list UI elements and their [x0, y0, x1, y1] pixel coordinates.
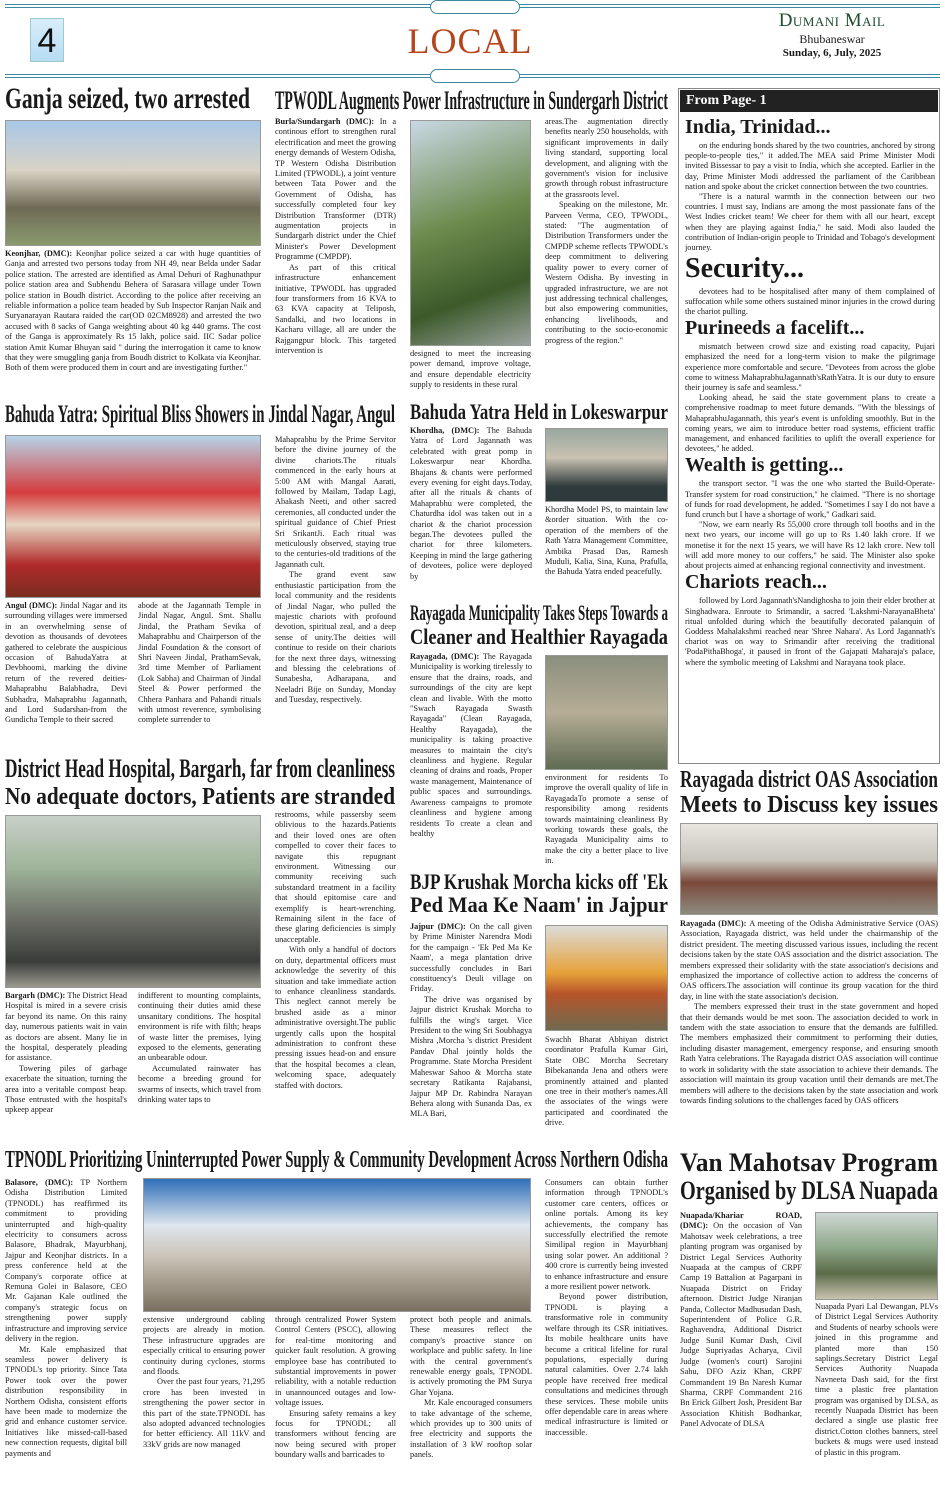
paragraph: protect both people and animals. These measures reflect the company's proactive stance on workplace and public safety. In line with the central government's renewable energy goals, TPNODL is actively promoting the PM Surya Ghar Yojana. — [410, 1315, 532, 1397]
headline-tpwodl: TPWODL Augments Power Infrastructure in Sundergarh District — [275, 86, 668, 115]
photo-oas-meeting — [680, 823, 938, 915]
paragraph: Speaking on the milestone, Mr. Parveen Verma, CEO, TPWODL, stated: "The augmentation of Distribution Transformers under the CMPDP scheme reflects TPWODL's deep commitment to delivering quality power to every corner of Western Odisha. By investing in upgraded infrastructure, we are not just addressing technical challenges, but also empowering communities, enhancing livelihoods, and contributing to the socio-economic progress of the region." — [545, 200, 668, 345]
dateline: Burla/Sundargarh (DMC): — [275, 117, 380, 126]
article-body — [138, 991, 261, 1141]
paragraph: The grand event saw enthusiastic participation from the local community and the residents of Jindal Nagar, who pulled the majestic chariots with profound devotion, spiritual zeal, and a deep sense of unity.The deities will continue to reside on their chariots for the next three days, witnessing and blessing the celebrations of Sunabesha, Adharapana, and Neeladri Bije on Sunday, Monday and Tuesday, respectively. — [275, 570, 396, 705]
article-body — [5, 249, 261, 397]
headline-rayagada-muni-2: Cleaner and Healthier Rayagada — [410, 624, 668, 649]
dateline: Balasore, (DMC): — [5, 1178, 81, 1187]
article-body — [143, 1315, 265, 1480]
paragraph: Khordha, (DMC): The Bahuda Yatra of Lord Jagannath was celebrated with great pomp in Lokeswarpur near Khordha. Bhajans & chants were performed every evening for eight days.Today, after all the rituals & chants of Mahaprabhu were completed, the Chaturdha idol was taken out in a chariot & the chariot procession began.The devotees pulled the chariot for three kilometers. Keeping in mind the large gathering of devotees, police were deployed by — [410, 426, 532, 581]
article-body — [410, 652, 532, 865]
from-page-stories — [685, 116, 935, 668]
paragraph: Mr. Kale emphasized that seamless power delivery is TPNODL's top priority. Since Tata Power took over the power distribution responsibility in Northern Odisha, consistent efforts have been made to modernize the grid and enhance customer service. Initiatives like missed-call-based new connection requests, digital bill payments and — [5, 1344, 127, 1458]
paragraph: Ensuring safety remains a key focus for TPNODL; all transformers without fencing are now being secured with proper boundary walls and barricades to — [275, 1408, 396, 1460]
photo-police-seizure — [5, 120, 261, 246]
photo-tpnodl-press-conference — [143, 1178, 531, 1312]
paragraph: Rayagada (DMC): A meeting of the Odisha Administrative Service (OAS) Association, Rayagada district, was held under the chairmanship of the district president. The meeting discussed various issues, including the recent decisions taken by the state OAS association and the district association. The members expressed their solidarity with the state association's decisions and emphasized the importance of collective action to address the concerns of OAS officers.The association will continue its group vacation for the third day, in line with the state association's decision. — [680, 919, 938, 1001]
dateline: Khordha, (DMC): — [410, 426, 487, 435]
dateline: Bargarh (DMC): — [5, 991, 68, 1000]
photo-lokeswarpur — [545, 428, 668, 502]
paragraph: The drive was organised by Jajpur district Krushak Morcha to fulfills the wing's target. Vice President to the wing Sri Soubhagya Mishra ,Morcha 's district President Pandav Dhal jointly holds the Programme. State Morcha President Maheswar Sahoo & Morcha state secretary Ratikanta Rajabansi, Jajpur MP Dr. Rabindra Narayan Behera along with Sunanda Das, ex MLA Bari, — [410, 994, 532, 1119]
dateline: Nuapada/Khariar ROAD, (DMC): — [680, 1211, 802, 1231]
headline-lokeswarpur: Bahuda Yatra Held in Lokeswarpur — [410, 399, 668, 424]
article-body — [545, 505, 668, 596]
dateline: Rayagada, (DMC): — [410, 652, 483, 661]
paragraph: Over the past four years, ?1,295 crore has been invested in strengthening the power sector in this part of the state.TPNODL has also adopted advanced technologies for better efficiency. All 11kV and 33kV grids are now managed — [143, 1377, 265, 1449]
headline-tpnodl: TPNODL Prioritizing Uninterrupted Power Supply & Community Development Across Northern Odisha — [5, 1147, 668, 1173]
masthead — [757, 10, 907, 59]
dateline: Jajpur (DMC): — [410, 922, 470, 931]
headline-oas-1: Rayagada district OAS Association — [680, 767, 938, 793]
ornament — [430, 69, 520, 83]
paragraph: restrooms, while passersby seem oblivious to the hazards.Patients and their loved ones are often compelled to cover their faces to navigate this repugnant environment. Witnessing our community receiving such substandard treatment in a facility that should epitomise care and exemplify is heart-wrenching. Remaining silent in the face of these glaring deficiencies is simply unacceptable. — [275, 810, 396, 944]
page-number: 4 — [30, 18, 64, 62]
from-page-story-text: devotees had to be hospitalised after many of them complained of suffocation while some others sustained minor injuries in the crowd during the chariot pulling. — [685, 286, 935, 317]
dateline: Keonjhar, (DMC): — [5, 249, 76, 258]
article-body — [410, 1315, 532, 1480]
paragraph: Swachh Bharat Abhiyan district coordinator Prafulla Kumar Giri, State OBC Morcha Secretary Bibekananda Jena and others were prominently attained and planted one tree in their mother's names.All the associates of the wings were participated and coordinated the drive. — [545, 1035, 668, 1128]
article-body — [138, 601, 261, 751]
article-body — [545, 1178, 668, 1480]
photo-plantation — [545, 925, 668, 1031]
headline-bjp-2: Ped Maa Ke Naam' in Jajpur — [410, 892, 668, 917]
paragraph: extensive underground cabling projects are already in motion. These infrastructure upgrades are especially critical to ensuring power continuity during cyclones, storms and floods. — [143, 1315, 265, 1377]
photo-rayagada-drains — [545, 655, 668, 770]
article-body — [275, 810, 396, 1141]
headline-bjp-1: BJP Krushak Morcha kicks off 'Ek — [410, 869, 668, 894]
article-body — [680, 1211, 802, 1481]
dateline: Rayagada (DMC): — [680, 919, 750, 928]
paragraph: Angul (DMC): Jindal Nagar and its surrounding villages were immersed in an overwhelming sense of devotion as thousands of devotees gathered to celebrate the auspicious occasion of BahudaYatra at Devbhoomi, marking the divine return of the revered deities-Mahaprabhu Balabhadra, Devi Subhadra, Mahaprabhu Jagannath, and Lord Sudarshan-from the Gundicha Temple to their sacred — [5, 601, 127, 725]
headline-hospital: District Head Hospital, Bargarh, far from cleanliness — [5, 754, 395, 783]
from-page-story-text: on the enduring bonds shared by the two countries, anchored by strong people-to-people ties," it added.The MEA said Prime Minister Modi invited Bissessar to pay a visit to India, which she accepted. Earlier in the day, Prime Minister Modi addressed the parliament of the Caribbean nation and spoke about the cricket connection between the two countries. — [685, 141, 935, 191]
headline-rayagada-muni-1: Rayagada Municipality Takes Steps Towards a — [410, 600, 668, 625]
paragraph: Accumulated rainwater has become a breeding ground for swarms of insects, which travel from drinking water taps to — [138, 1063, 261, 1105]
article-body — [5, 991, 127, 1141]
from-page-story-title: Security... — [685, 253, 804, 285]
article-body — [545, 1035, 668, 1141]
article-body — [275, 117, 396, 397]
paragraph: Nuapada Pyari Lal Dewangan, PLVs of District Legal Services Authority and Students of nearby schools were joined in this programme and planted more than 150 saplings.Secretary District Legal Services Authority Nuapada Navneeta Dash said, for the first time a plastic free plantation program was organised by DLSA, as recently Nuapada District has been declared a single use plastic free district.Cotton clothes banners, steel buckets & mugs were used instead of plastic in this program. — [815, 1302, 938, 1457]
from-page-story-text: mismatch between crowd size and existing road capacity, Pujari emphasized the need for a long-term vision to make the pilgrimage experience more comfortable and secure. "Devotees from across the globe come to witness MahaprabhuJagannath'sRathYatra. It is our duty to ensure their journey is safe and seamless." — [685, 342, 935, 393]
from-page-story-title: Wealth is getting... — [685, 454, 844, 477]
paragraph: environment for residents To improve the overall quality of life in RayagadaTo promote a sense of responsibility among residents towards maintaining cleanliness By working towards these goals, the Rayagada Municipality aims to make the city a better place to live in. — [545, 773, 668, 865]
from-page-story-text: followed by Lord Jagannath'sNandighosha to join their elder brother at Singhadwara. Enroute to Srimandir, a sacred 'Lakshmi-NarayanaBheta' ritual unfolded during which the beautifully decorated palanquin of Goddess Mahalakshmi reached near 'Shree Nahara'. As Lord Jagannath's chariot was on way to Srimandir after receiving the traditional 'PodaPithaBhoga', it paused in front of the Gajapati Maharaja's palace, where the symbolic meeting of Lakshmi and Narayana took place. — [685, 596, 935, 667]
headline-oas-2: Meets to Discuss key issues — [680, 792, 938, 818]
article-body — [5, 601, 127, 751]
paragraph: areas.The augmentation directly benefits nearly 250 households, with significant improvements in daily living standard, supporting local development, and aligning with the government's vision for inclusive growth through robust infrastructure at the grassroots level. — [545, 117, 668, 199]
paper-name: Dumani Mail — [778, 10, 886, 31]
from-page-story-title: Purineeds a facelift... — [685, 317, 865, 340]
paragraph: Mr. Kale encouraged consumers to take advantage of the scheme, which provides up to 300 units of free electricity and supports the installation of 3 kW rooftop solar panels. — [410, 1398, 532, 1460]
headline-ganja: Ganja seized, two arrested — [5, 82, 250, 115]
from-page-story-text: "There is a natural warmth in the connection between our two countries. I must say, Indians are among the most passionate fans of the West Indies cricket team! We cheer for them with all our heart, except when they are playing against India," he said. Modi also lauded the contribution of Indian-origin people to Trinidad and Tobago's development journey. — [685, 192, 935, 253]
paragraph: Jajpur (DMC): On the call given by Prime Minister Narendra Modi for the campaign - 'Ek Ped Ma Ke Naam', a mega plantation drive successfully concludes in Bari constituency's Deuli village on Friday. — [410, 922, 532, 994]
paragraph: Bargarh (DMC): The District Head Hospital is mired in a severe crisis far beyond its name. On this rainy day, numerous patients wait in vain as doctors are absent. Many lie in the hospital, desperately pleading for assistance. — [5, 991, 127, 1063]
paragraph: Burla/Sundargarh (DMC): In a continous effort to strengthen rural electrification and meet the growing energy demands of Western Odisha, TP Western Odisha Distribution Limited (TPWODL), a joint venture between Tata Power and the Government of Odisha, has successfully completed four key Distribution Transformer (DTR) augmentation projects in Sundargarh district under the Chief Minister's Power Development Programme (CMPDP). — [275, 117, 396, 262]
paragraph: indifferent to mounting complaints, continuing their duties amid these unsanitary conditions. The hospital environment is rife with filth; heaps of waste litter the premises, lying exposed to the elements, generating an unbearable odour. — [138, 991, 261, 1063]
headline-van-2: Organised by DLSA Nuapada — [680, 1176, 938, 1205]
issue-date: Sunday, 6, July, 2025 — [782, 47, 882, 59]
paragraph: Balasore, (DMC): TP Northern Odisha Distribution Limited (TPNODL) has reaffirmed its commitment to providing uninterrupted and high-quality electricity to consumers across Balasore, Bhadrak, Mayurbhanj, Jajpur and Keonjhar districts. In a press conference held at the Company's corporate office at Remuna Golei in Balasore, CEO Mr. Gajanan Kale outlined the company's strategic focus on strengthening power supply infrastructure and improving service delivery in the region. — [5, 1178, 127, 1344]
photo-hospital-garbage — [5, 815, 261, 988]
paragraph: With only a handful of doctors on duty, departmental officers must acknowledge the severity of this situation and take immediate action to enhance cleanliness standards. This neglect cannot merely be brushed aside as a minor administrative oversight.The public urgently calls upon the hospital administration to confront these pressing issues head-on and ensure that the hospital becomes a clean, welcoming space, adequately staffed with doctors. — [275, 945, 396, 1090]
photo-bahuda-yatra — [5, 435, 261, 598]
section-title: LOCAL — [407, 21, 533, 61]
paragraph: Mahaprabhu by the Prime Servitor before the divine journey of the divine chariots.The rituals commenced in the early hours at 5:00 AM with Mangal Aarati, followed by Mailam, Tadap Lagi, Abakash Neeti, and other sacred ceremonies, all conducted under the spiritual guidance of Chief Priest Sri SrikantJi. Each ritual was meticulously observed, staying true to the centuries-old traditions of the Jagannath cult. — [275, 435, 396, 569]
article-body — [275, 1315, 396, 1480]
paragraph: abode at the Jagannath Temple in Jindal Nagar, Angul. Smt. Shallu Jindal, the Pratham Sevika of Mahaprabhu and Chairperson of the Jindal Foundation & the consort of Shri Naveen Jindal, PrathamSevak, 3rd time Member of Parliament (Lok Sabha) and Chairman of Jindal Steel & Power performed the Chhera Panhara and Pahandi rituals with utmost reverence, symbolising complete surrender to — [138, 601, 261, 725]
article-body — [680, 919, 938, 1141]
article-body — [410, 349, 531, 397]
photo-transformer — [410, 120, 531, 346]
photo-tree-planting — [815, 1212, 938, 1300]
article-body — [410, 922, 532, 1141]
paragraph: Nuapada/Khariar ROAD, (DMC): On the occasion of Van Mahotsav week celebrations, a tree planting program was organised by District Legal Services Authority Nuapada at the campus of CRPF Camp 19 Battalion at Pagarpani in Nuapada District on Friday afternoon. District Judge Niranjan Panda, Collector Madhusudan Dash, Superintendent of Police G.R. Raghavendra, Additional District Judge Sunil Kumar Dash, Civil Judge Supriyadas Acharya, Civil Judge (women's court) Sarojini Sahu, DFO Aziz Khan, CRPF Commandent 19 Bn Naresh Kumar Sharma, CRPF Commandent 216 Bn Erick Gilbert Josh, President Bar Association Khitish Bodhankar, Panel Advocate of DLSA — [680, 1211, 802, 1429]
from-page-story-title: Chariots reach... — [685, 571, 827, 594]
subhead-hospital: No adequate doctors, Patients are stranded — [5, 784, 395, 810]
article-body — [275, 435, 396, 751]
article-body — [5, 1178, 127, 1480]
paragraph: through centralized Power System Control Centers (PSCC), allowing for real-time monitoring and quicker fault resolution. A growing employee base has contributed to substantial improvements in power reliability, with a notable reduction in unannounced outages and low-voltage issues. — [275, 1315, 396, 1408]
from-page-story-text: "Now, we earn nearly Rs 55,000 crore through toll booths and in the next two years, our income will go up to Rs 1.40 lakh crore. If we monetise it for the next 15 years, we will have Rs 12 lakh crore. New toll will add more money to our coffers," he said. The Minister also spoke about projects aimed at enhancing regional connectivity and investment. — [685, 520, 935, 571]
ornament — [430, 0, 520, 14]
paragraph: Rayagada, (DMC): The Rayagada Municipality is working tirelessly to ensure that the drains, roads, and surroundings of the city are kept clean and livable. With the motto "Swach Rayagada Swasth Rayagada" (Clean Rayagada, Healthy Rayagada), the municipality is taking proactive measures to maintain the city's cleanliness and hygiene. Regular cleaning of drains and roads, Proper waste management, Maintenance of public spaces and surroundings. Awareness campaigns to promote cleanliness and hygiene among residents To create a clean and healthy — [410, 652, 532, 838]
paragraph: Keonjhar, (DMC): Keonjhar police seized a car with huge quantities of Ganja and arrested two persons today from NH 49, near Belda under Sadar police station. The arrested are identified as Amal Dehuri of Raghunathpur police station area and Subhendu Behera of Sarasara village under Town police station in Boudh district. According to the police after receiving an reliable information a police team headed by Sub Inspector Ranjan Naik and Suryanarayan Rautara raided the car(OD 02CM8928) and arrested the two accused with 8 sacks of Ganga weighting about 40 kg 440 grams. The cost of the Ganga is approximately Rs 15 lakh, police said. IIC Sadar police station Amit Kumar Bhuyan said " during the interrogation it came to know that they were smuggling ganja from Boudh district to Kolkata via Keonjhar. Both of them were produced them in court and are investigating further." — [5, 249, 261, 373]
article-body — [545, 773, 668, 865]
paragraph: Beyond power distribution, TPNODL is playing a transformative role in community welfare through its CSR initiatives. Its mobile healthcare units have become a critical lifeline for rural populations, especially during natural calamities. Over 2.74 lakh people have received free medical consultations and medicines through these services. These mobile units offer dependable care in areas where medical infrastructure is limited or inaccessible. — [545, 1292, 668, 1437]
city: Bhubaneswar — [799, 32, 865, 46]
article-body — [545, 117, 668, 397]
headline-bahuda-jindal: Bahuda Yatra: Spiritual Bliss Showers in Jindal Nagar, Angul — [5, 401, 395, 428]
paragraph: The members expressed their trust in the state government and hoped that their demands would be met soon. The association decided to work in tandem with the state association to ensure that the demands are fulfilled. The members emphasized their commitment to performing their duties, including disaster management, emergency response, and ensuring smooth Rath Yatra celebrations. The Rayagada district OAS association will continue to work in solidarity with the state association to achieve their demands. The association will maintain its group vacation until their demands are met.The members will adhere to the decisions taken by the state association and work towards finding solutions to the challenges faced by OAS officers — [680, 1002, 938, 1105]
headline-van-1: Van Mahotsav Program — [680, 1148, 938, 1177]
from-page-story-title: India, Trinidad... — [685, 116, 831, 138]
paragraph: As part of this critical infrastructure enhancement initiative, TPWODL has upgraded four transformers from 16 KVA to 63 KVA capacity at Teliposh, Sandalki, and two locations in Kacharu village, all are under the Rajgangpur block. This targeted intervention is — [275, 262, 396, 355]
from-page-story-text: the transport sector. "I was the one who started the Build-Operate-Transfer system for road construction," he claimed. "There is no shortage of funds for road development, he added. "Sometimes I say I do not have a fund crunch but I have a shortage of work," Gadkari said. — [685, 479, 935, 520]
from-page-story-text: Looking ahead, he said the state government plans to create a comprehensive roadmap to meet future demands. "With the blessings of MahaprabhuJagannath, this year's event is unfolding smoothly. But in the coming years, we aim to introduce better road systems, efficient traffic management, and enhanced facilities to uplift the overall experience for devotees," he added. — [685, 393, 935, 454]
article-body — [815, 1302, 938, 1481]
paragraph: Khordha Model PS, to maintain law &order situation. With the co-operation of the members of the Rath Yatra Management Committee, Ambika Prasad Das, Ramesh Muduli, Kalia, Sina, Kuna, Prafulla, the Bahuda Yatra ended peacefully. — [545, 505, 668, 577]
article-body — [410, 426, 532, 596]
paragraph: Consumers can obtain further information through TPNODL's customer care centers, offices or online portals. Among its key achievements, the company has successfully electrified the remote Similipal region in Mayurbhanj using solar power. An additional ?400 crore is currently being invested to enhance infrastructure and ensure a more resilient power network. — [545, 1178, 668, 1292]
paragraph: designed to meet the increasing power demand, improve voltage, and ensure dependable electricity supply to residents in these rural — [410, 349, 531, 390]
dateline: Angul (DMC): — [5, 601, 60, 610]
from-page-label: From Page- 1 — [680, 90, 938, 112]
paragraph: Towering piles of garbage exacerbate the situation, turning the area into a veritable compost heap. Those entrusted with the hospital's upkeep appear — [5, 1063, 127, 1115]
